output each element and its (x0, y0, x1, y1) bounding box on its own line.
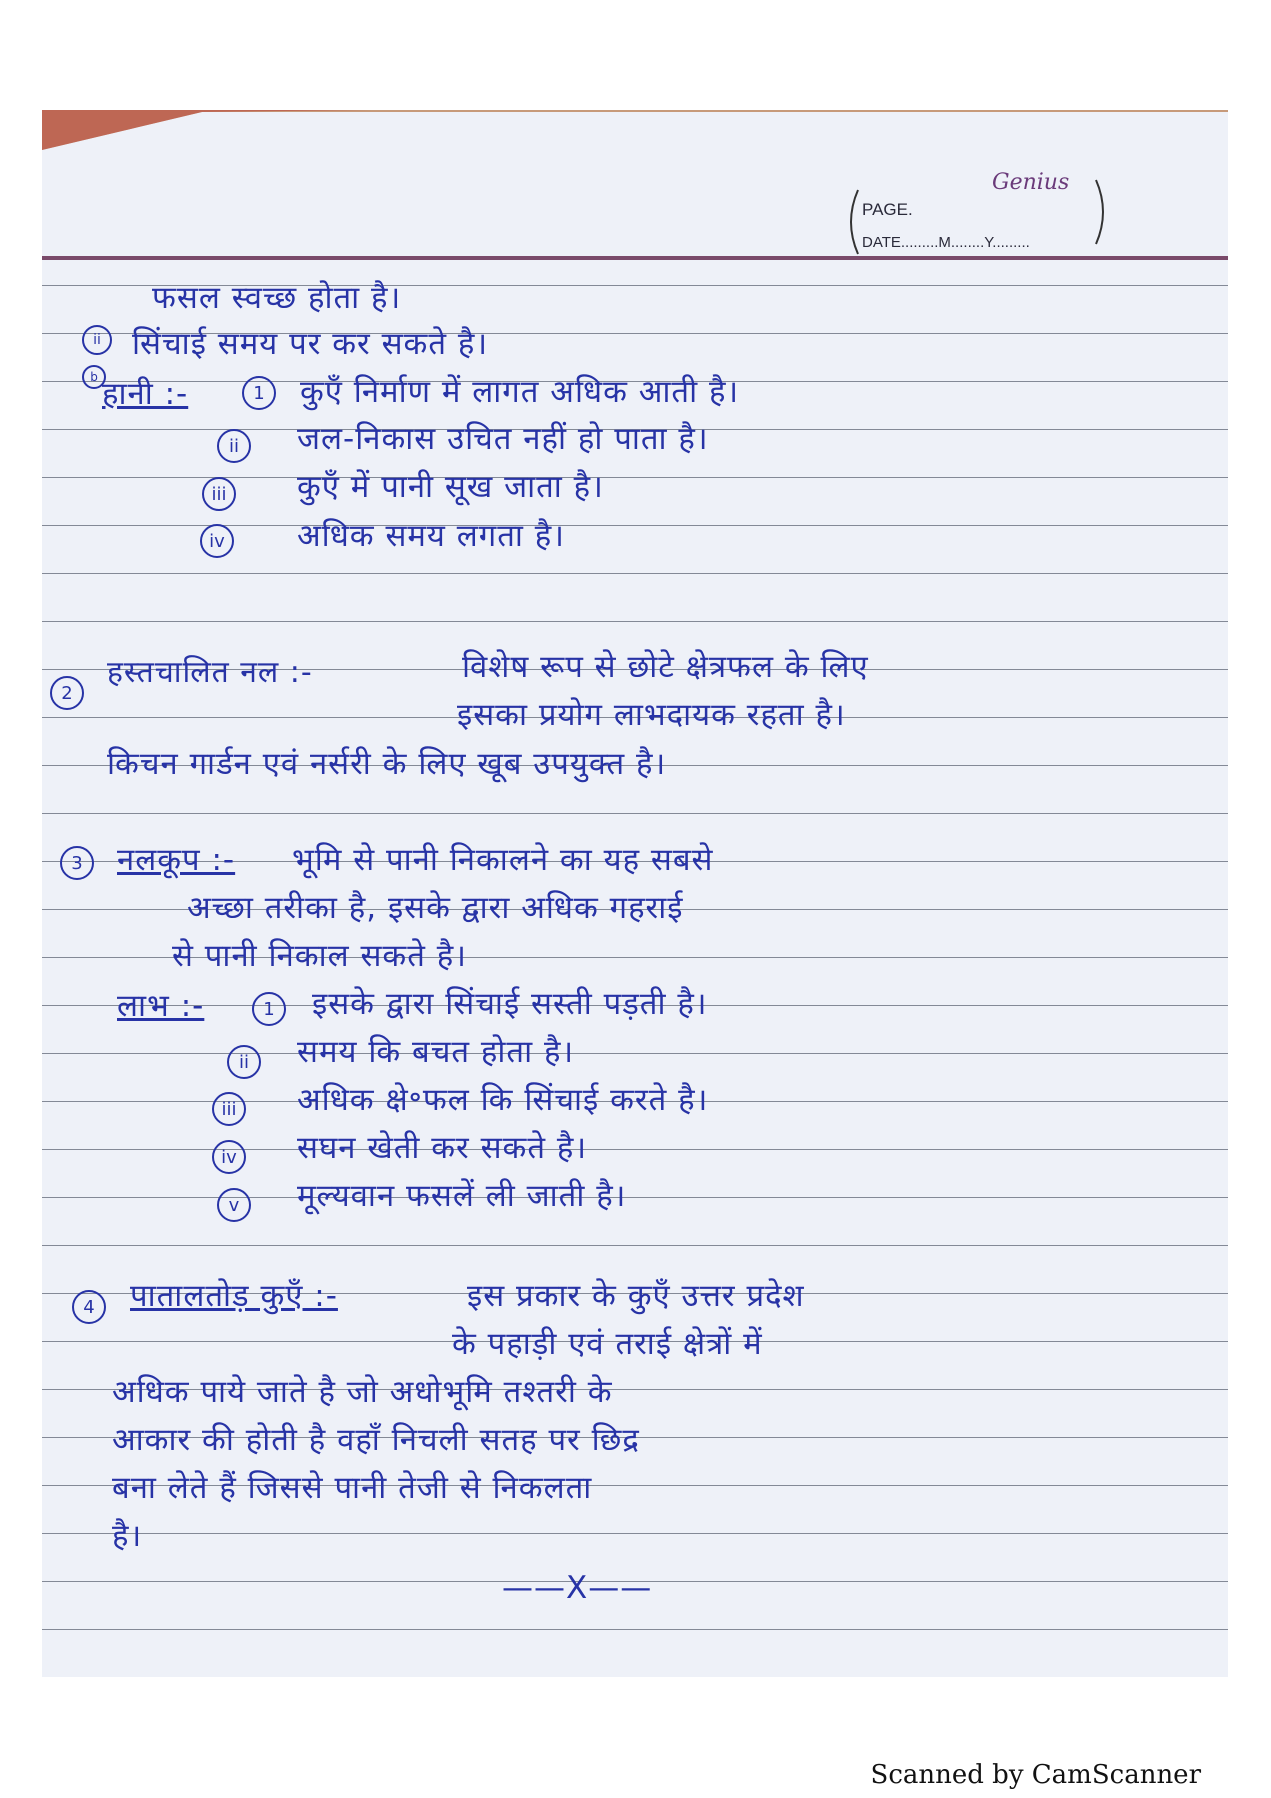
ruled-line (42, 1629, 1228, 1630)
ruled-line (42, 621, 1228, 622)
section-heading: नलकूप :- (117, 842, 236, 878)
note-line: इसका प्रयोग लाभदायक रहता है। (457, 697, 846, 733)
brand-mark: Genius (992, 170, 1070, 195)
note-line: आकार की होती है वहाँ निचली सतह पर छिद्र (112, 1422, 640, 1458)
note-line: मूल्यवान फसलें ली जाती है। (297, 1178, 627, 1214)
notebook-page (42, 110, 1228, 1677)
ruled-line (42, 1053, 1228, 1054)
ruled-line (42, 813, 1228, 814)
note-line: के पहाड़ी एवं तराई क्षेत्रों में (452, 1326, 763, 1362)
note-line: इस प्रकार के कुएँ उत्तर प्रदेश (467, 1278, 805, 1314)
note-line: जल-निकास उचित नहीं हो पाता है। (297, 421, 709, 457)
section-number: 2 (50, 676, 84, 710)
item-marker: b (82, 365, 106, 389)
note-line: अधिक क्षे॰फल कि सिंचाई करते है। (297, 1082, 709, 1118)
note-line: अच्छा तरीका है, इसके द्वारा अधिक गहराई (187, 890, 684, 926)
wood-corner-edge (42, 110, 1228, 170)
scanner-watermark: Scanned by CamScanner (870, 1760, 1201, 1790)
note-line: अधिक समय लगता है। (297, 518, 566, 554)
section-heading: हस्तचालित नल :- (107, 655, 313, 690)
item-marker: v (217, 1188, 251, 1222)
note-line: फसल स्वच्छ होता है। (152, 280, 402, 316)
item-marker: 1 (252, 992, 286, 1026)
note-line: भूमि से पानी निकालने का यह सबसे (292, 842, 714, 878)
ruled-line (42, 573, 1228, 574)
note-line: से पानी निकाल सकते है। (172, 938, 467, 974)
ruled-line (42, 1533, 1228, 1534)
end-mark: ——X—— (502, 1570, 653, 1606)
page-label: PAGE. (862, 200, 913, 219)
header-rule (42, 256, 1228, 260)
note-line: सिंचाई समय पर कर सकते है। (132, 326, 489, 362)
page-date-header (842, 170, 1122, 260)
item-marker: ii (227, 1045, 261, 1079)
item-marker: 1 (242, 376, 276, 410)
note-line: विशेष रूप से छोटे क्षेत्रफल के लिए (462, 649, 869, 685)
item-marker: iii (202, 477, 236, 511)
note-line: है। (112, 1518, 143, 1554)
section-heading: लाभ :- (117, 988, 205, 1024)
ruled-line (42, 1245, 1228, 1246)
date-label: DATE.........M........Y......... (862, 234, 1030, 251)
item-marker: ii (82, 325, 112, 355)
section-number: 4 (72, 1290, 106, 1324)
note-line: समय कि बचत होता है। (297, 1034, 575, 1070)
section-heading: पातालतोड़ कुएँ :- (130, 1278, 338, 1314)
item-marker: ii (217, 429, 251, 463)
section-number: 3 (60, 846, 94, 880)
item-marker: iv (200, 524, 234, 558)
right-bracket-icon (1092, 178, 1112, 246)
note-line: सघन खेती कर सकते है। (297, 1130, 588, 1166)
item-marker: iv (212, 1140, 246, 1174)
note-line: अधिक पाये जाते है जो अधोभूमि तश्तरी के (112, 1374, 613, 1410)
note-line: कुएँ में पानी सूख जाता है। (297, 469, 604, 505)
item-marker: iii (212, 1092, 246, 1126)
note-line: बना लेते हैं जिससे पानी तेजी से निकलता (112, 1470, 593, 1506)
left-bracket-icon (842, 188, 862, 256)
note-line: इसके द्वारा सिंचाई सस्ती पड़ती है। (312, 986, 708, 1022)
section-heading: हानी :- (102, 376, 189, 412)
note-line: किचन गार्डन एवं नर्सरी के लिए खूब उपयुक्त है। (107, 746, 667, 782)
note-line: कुएँ निर्माण में लागत अधिक आती है। (300, 374, 740, 410)
